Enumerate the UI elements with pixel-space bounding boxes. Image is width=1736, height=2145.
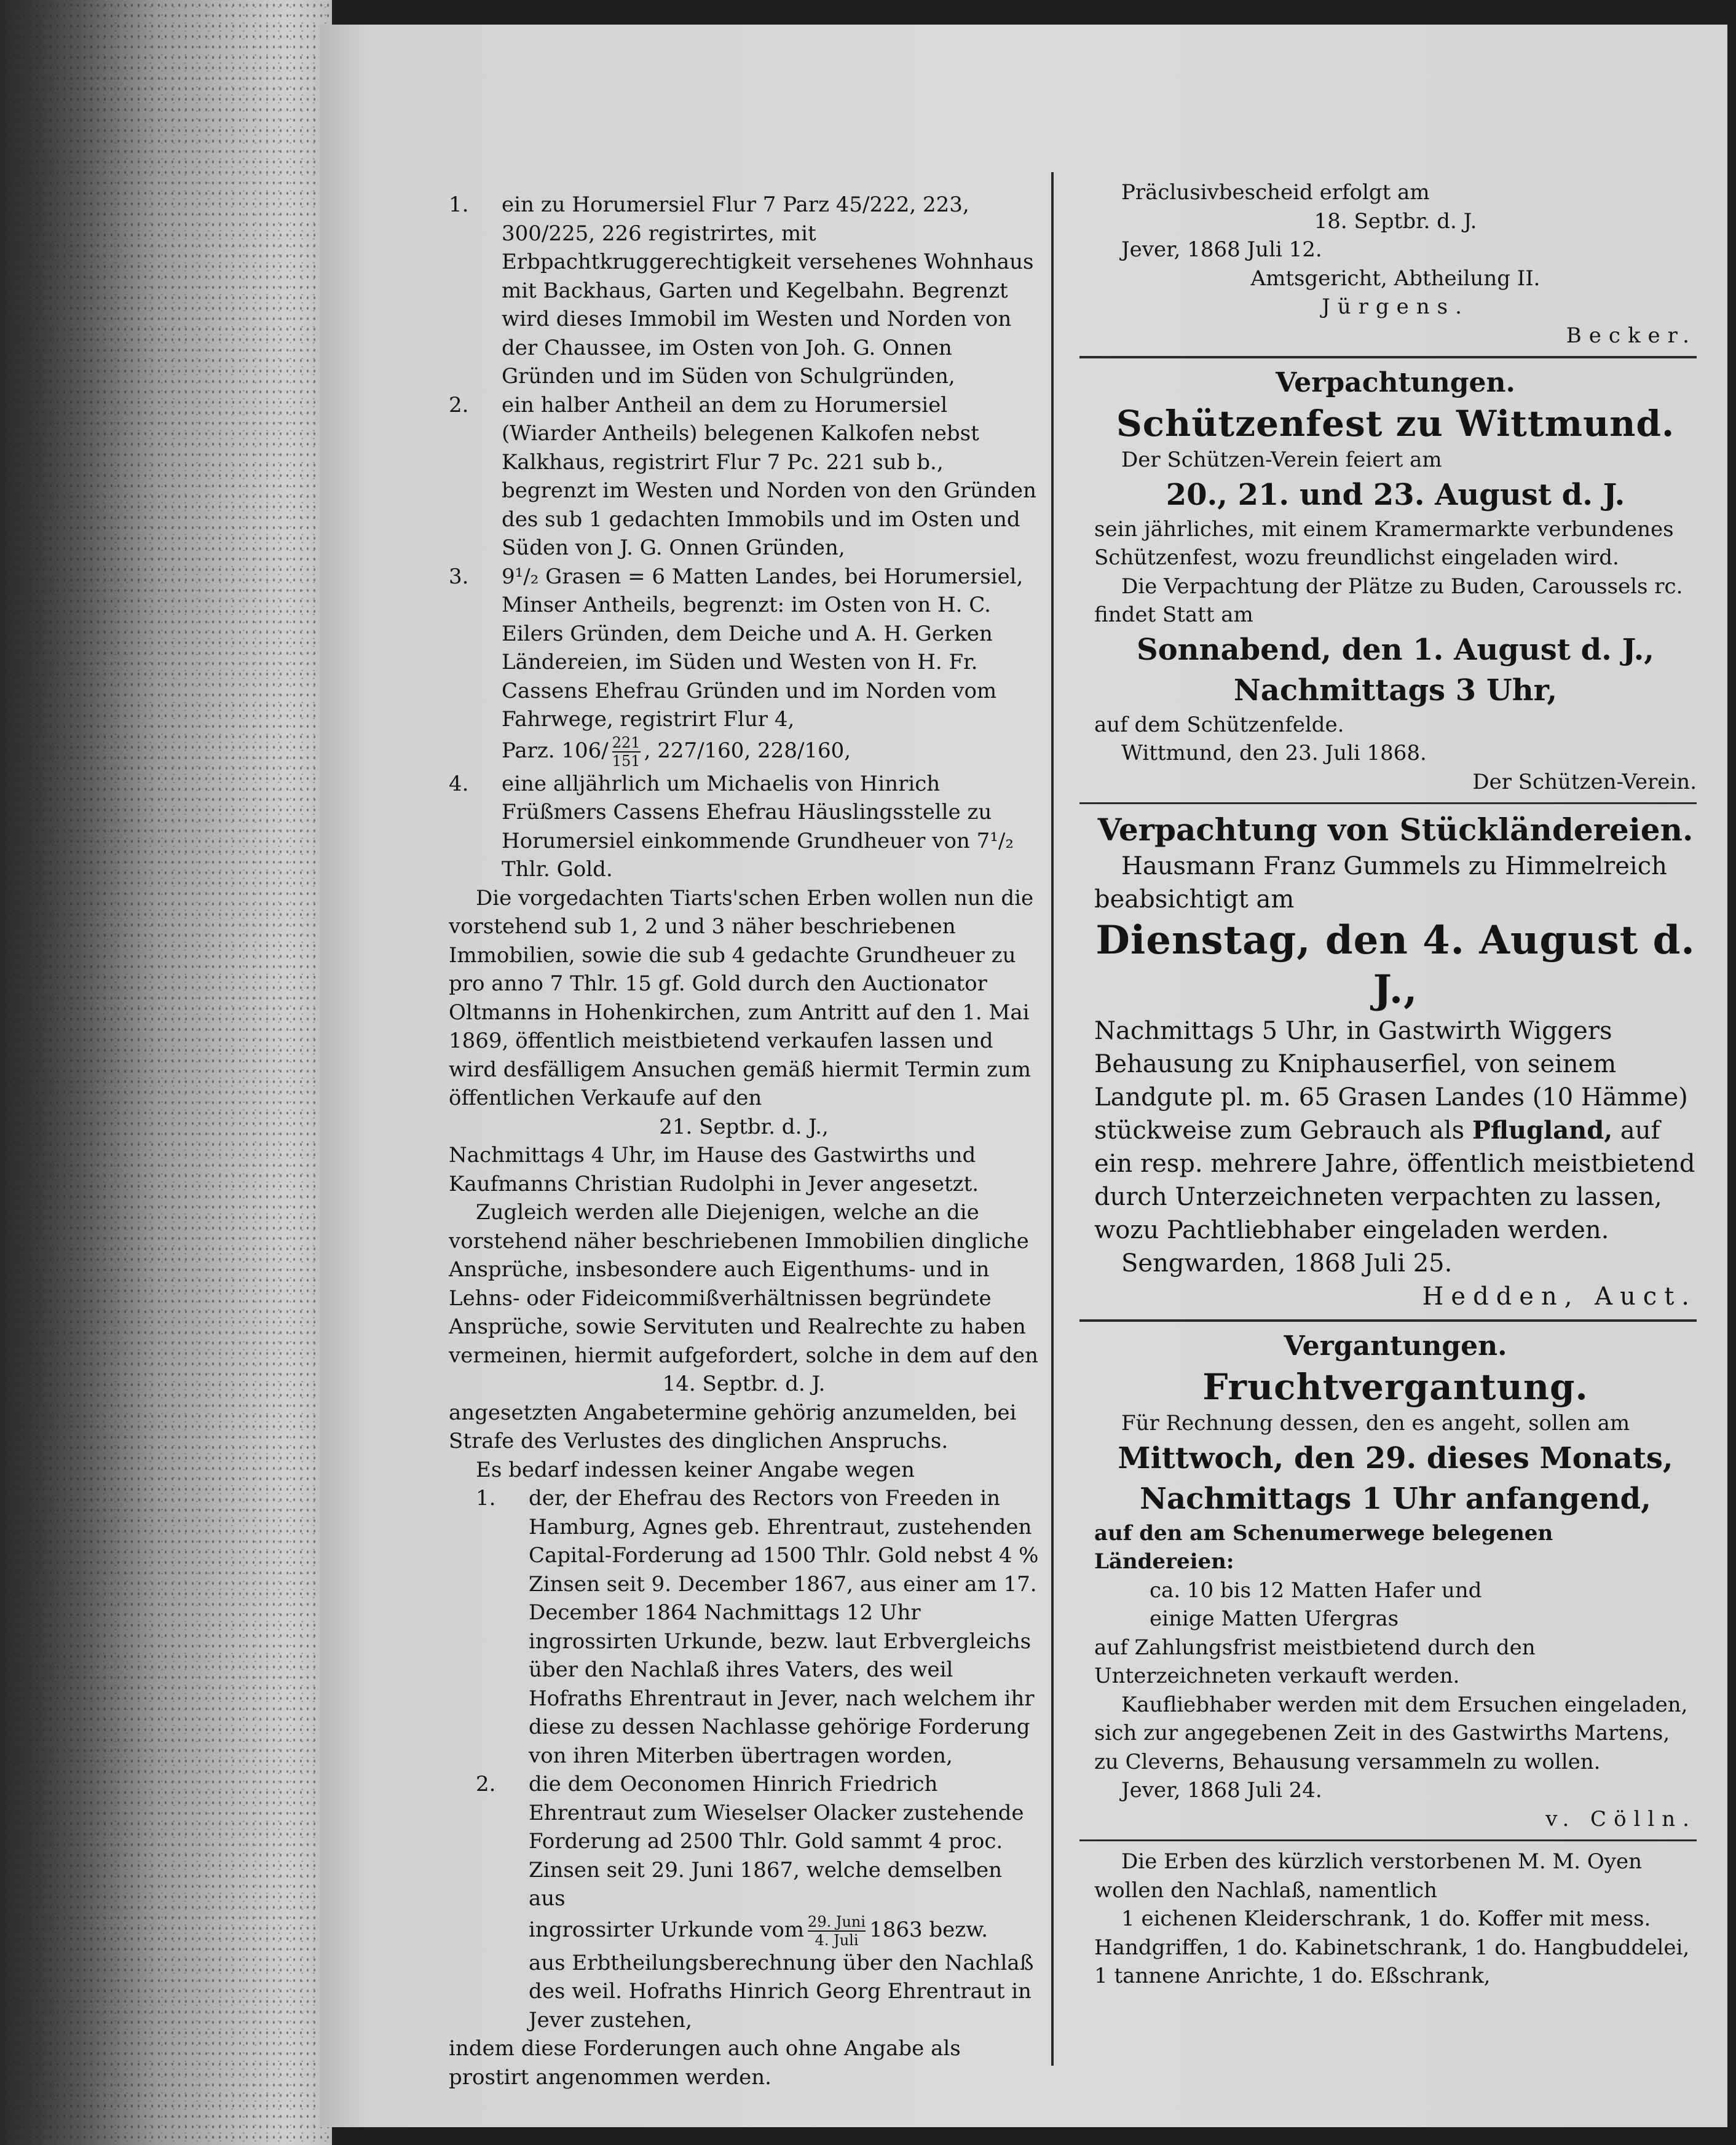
paragraph: Die vorgedachten Tiarts'schen Erben wollen nun die vorstehend sub 1, 2 und 3 näher beschriebenen Immobilien, sowie die sub 4 gedachte Grundheuer zu pro anno 7 Thlr. 15 gf. Gold durch den Auctionator Oltmanns in Hohenkirchen, zum Antritt auf den 1. Mai 1869, öffentlich meistbietend verkaufen lassen und wird desfälligem Ansuchen gemäß hiermit Termin zum öffentlichen Verkaufe auf den [449, 885, 1034, 1110]
separator-rule [1079, 802, 1697, 804]
paragraph: Nachmittags 5 Uhr, in Gastwirth Wiggers Behausung zu Kniphauserfiel, von seinem Landgute pl. m. 65 Grasen Landes (10 Hämme) stückweise zum Gebrauch als Pflugland, auf ein resp. mehrere Jahre, öffentlich meistbietend durch Unterzeichneten verpachten zu lassen, wozu Pachtliebhaber eingeladen werden. [1094, 1017, 1695, 1244]
right-column [1094, 178, 1697, 1991]
paragraph: Es bedarf indessen keiner Angabe wegen [476, 1457, 915, 1482]
section-heading: Verpachtungen. [1276, 367, 1515, 398]
separator-rule [1079, 1319, 1697, 1322]
date-line: 18. Septbr. d. J. [1314, 208, 1477, 234]
date-line: 20., 21. und 23. August d. J. [1166, 477, 1625, 512]
paragraph: Kaufliebhaber werden mit dem Ersuchen eingeladen, sich zur angegebenen Zeit in des Gastwirths Martens, zu Cleverns, Behausung versammeln zu wollen. [1094, 1692, 1688, 1774]
list-item: 1. ein zu Horumersiel Flur 7 Parz 45/222, 223, 300/225, 226 registrirtes, mit Erbpachtkruggerechtigkeit versehenes Wohnhaus mit Backhaus, Garten und Kegelbahn. Begrenzt wird dieses Immobil im Westen und Norden von der Chaussee, im Osten von Joh. G. Onnen Gründen und im Süden von Schulgründen, [449, 192, 1034, 389]
paragraph: Für Rechnung dessen, den es angeht, sollen am [1121, 1411, 1630, 1436]
paragraph: 1 eichenen Kleiderschrank, 1 do. Koffer mit mess. Handgriffen, 1 do. Kabinetschrank, 1 do. Hangbuddelei, 1 tannene Anrichte, 1 do. Eßschrank, [1094, 1906, 1690, 1988]
date-line: 21. Septbr. d. J., [659, 1114, 829, 1139]
list-item: 2. die dem Oeconomen Hinrich Friedrich Ehrentraut zum Wieselser Olacker zustehende Forderung ad 2500 Thlr. Gold sammt 4 proc. Zinsen seit 29. Juni 1867, welche demselben aus ingrossirter Urkunde vom $\frac{\text{29. Juni}}{\text{4. Juli}}$ 1863 bezw. aus Erbtheilungsberechnung über den Nachlaß des weil. Hofraths Hinrich Georg Ehrentraut in Jever zustehen, [476, 1772, 1034, 2032]
date-line: Dienstag, den 4. August d. J., [1095, 917, 1695, 1013]
list-item: einige Matten Ufergras [1150, 1606, 1399, 1631]
fraction: $\frac{221}{151}$ [612, 733, 641, 770]
date-line: Nachmittags 3 Uhr, [1233, 673, 1558, 708]
separator-rule [1079, 1839, 1697, 1841]
notice-line: Jever, 1868 Juli 24. [1121, 1778, 1322, 1803]
list-item: 4. eine alljährlich um Michaelis von Hinrich Früßmers Cassens Ehefrau Häuslingsstelle zu Horumersiel einkommende Grundheuer von 7¹/₂ Thlr. Gold. [449, 771, 1014, 882]
section-heading: Vergantungen. [1284, 1330, 1507, 1362]
date-line: Mittwoch, den 29. dieses Monats, [1118, 1440, 1673, 1475]
paragraph: Hausmann Franz Gummels zu Himmelreich beabsichtigt am [1094, 852, 1667, 914]
signature: Jürgens. [1322, 294, 1469, 319]
signature: v. Cölln. [1545, 1806, 1697, 1831]
ad-title: Schützenfest zu Wittmund. [1116, 403, 1675, 444]
book-page-edges [0, 0, 332, 2145]
ad-title: Verpachtung von Stückländereien. [1097, 812, 1694, 848]
date-line: Nachmittags 1 Uhr anfangend, [1140, 1481, 1651, 1516]
paragraph: indem diese Forderungen auch ohne Angabe als prostirt angenommen werden. [449, 2036, 961, 2090]
date-line: Sonnabend, den 1. August d. J., [1137, 632, 1654, 667]
list-item: 3. 9¹/₂ Grasen = 6 Matten Landes, bei Horumersiel, Minser Antheils, begrenzt: im Osten von H. C. Eilers Gründen, dem Deiche und A. H. Gerken Ländereien, im Süden und Westen von H. Fr. Cassens Ehefrau Gründen und im Norden vom Fahrwege, registrirt Flur 4, Parz. 106/ $\frac{221}{151}$ , 227/160, 228/160, [449, 564, 1024, 770]
newspaper-page [320, 25, 1727, 2127]
notice-line: Der Schützen-Verein feiert am [1121, 448, 1442, 472]
list-item: 2. ein halber Antheil an dem zu Horumersiel (Wiarder Antheils) belegenen Kalkofen nebst Kalkhaus, registrirt Flur 7 Pc. 221 sub b., begrenzt im Westen und Norden von den Gründen des sub 1 gedachten Immobils und im Osten und Süden von J. G. Onnen Gründen, [449, 392, 1036, 560]
separator-rule [1079, 356, 1697, 358]
paragraph: Nachmittags 4 Uhr, im Hause des Gastwirths und Kaufmanns Christian Rudolphi in Jever angesetzt. [449, 1143, 979, 1196]
paragraph: angesetzten Angabetermine gehörig anzumelden, bei Strafe des Verlustes des dinglichen Anspruchs. [449, 1400, 1017, 1453]
signature: Der Schützen-Verein. [1472, 769, 1697, 794]
signature: Hedden, Auct. [1422, 1282, 1697, 1311]
paragraph: Zugleich werden alle Diejenigen, welche an die vorstehend näher beschriebenen Immobilien dingliche Ansprüche, insbesondere auch Eigenthums- und in Lehns- oder Fideicommißverhältnissen begründete Ansprüche, sowie Servituten und Realrechte zu haben vermeinen, hiermit aufgefordert, solche in dem auf den [449, 1200, 1038, 1368]
notice-line: Jever, 1868 Juli 12. [1121, 237, 1322, 262]
notice-line: Amtsgericht, Abtheilung II. [1250, 266, 1541, 291]
notice-line: Sengwarden, 1868 Juli 25. [1121, 1249, 1453, 1278]
notice-line: Präclusivbescheid erfolgt am [1121, 180, 1430, 205]
column-divider [1051, 172, 1054, 2066]
paragraph: Die Verpachtung der Plätze zu Buden, Caroussels rc. findet Statt am [1094, 574, 1683, 627]
paragraph: Die Erben des kürzlich verstorbenen M. M. Oyen wollen den Nachlaß, namentlich [1094, 1849, 1643, 1903]
notice-line: auf den am Schenumerwege belegenen Ländereien: [1094, 1520, 1553, 1574]
list-item: 1. der, der Ehefrau des Rectors von Freeden in Hamburg, Agnes geb. Ehrentraut, zustehenden Capital-Forderung ad 1500 Thlr. Gold nebst 4 % Zinsen seit 9. December 1867, aus einer am 17. December 1864 Nachmittags 12 Uhr ingrossirten Urkunde, bezw. laut Erbvergleichs über den Nachlaß ihres Vaters, des weil Hofraths Ehrentraut in Jever, nach welchem ihr diese zu dessen Nachlasse gehörige Forderung von ihren Miterben übertragen worden, [476, 1486, 1039, 1768]
date-line: 14. Septbr. d. J. [662, 1372, 826, 1396]
list-item: ca. 10 bis 12 Matten Hafer und [1150, 1578, 1482, 1603]
left-column [449, 191, 1039, 2092]
paragraph: auf Zahlungsfrist meistbietend durch den Unterzeichneten verkauft werden. [1094, 1635, 1536, 1688]
ad-title: Fruchtvergantung. [1202, 1366, 1588, 1408]
signature: Becker. [1566, 323, 1697, 348]
notice-line: auf dem Schützenfelde. [1094, 712, 1344, 737]
fraction: $\frac{\text{29. Juni}}{\text{4. Juli}}$ [808, 1913, 866, 1949]
notice-line: Wittmund, den 23. Juli 1868. [1121, 741, 1427, 765]
paragraph: sein jährliches, mit einem Kramermarkte verbundenes Schützenfest, wozu freundlichst eingeladen wird. [1094, 516, 1674, 570]
